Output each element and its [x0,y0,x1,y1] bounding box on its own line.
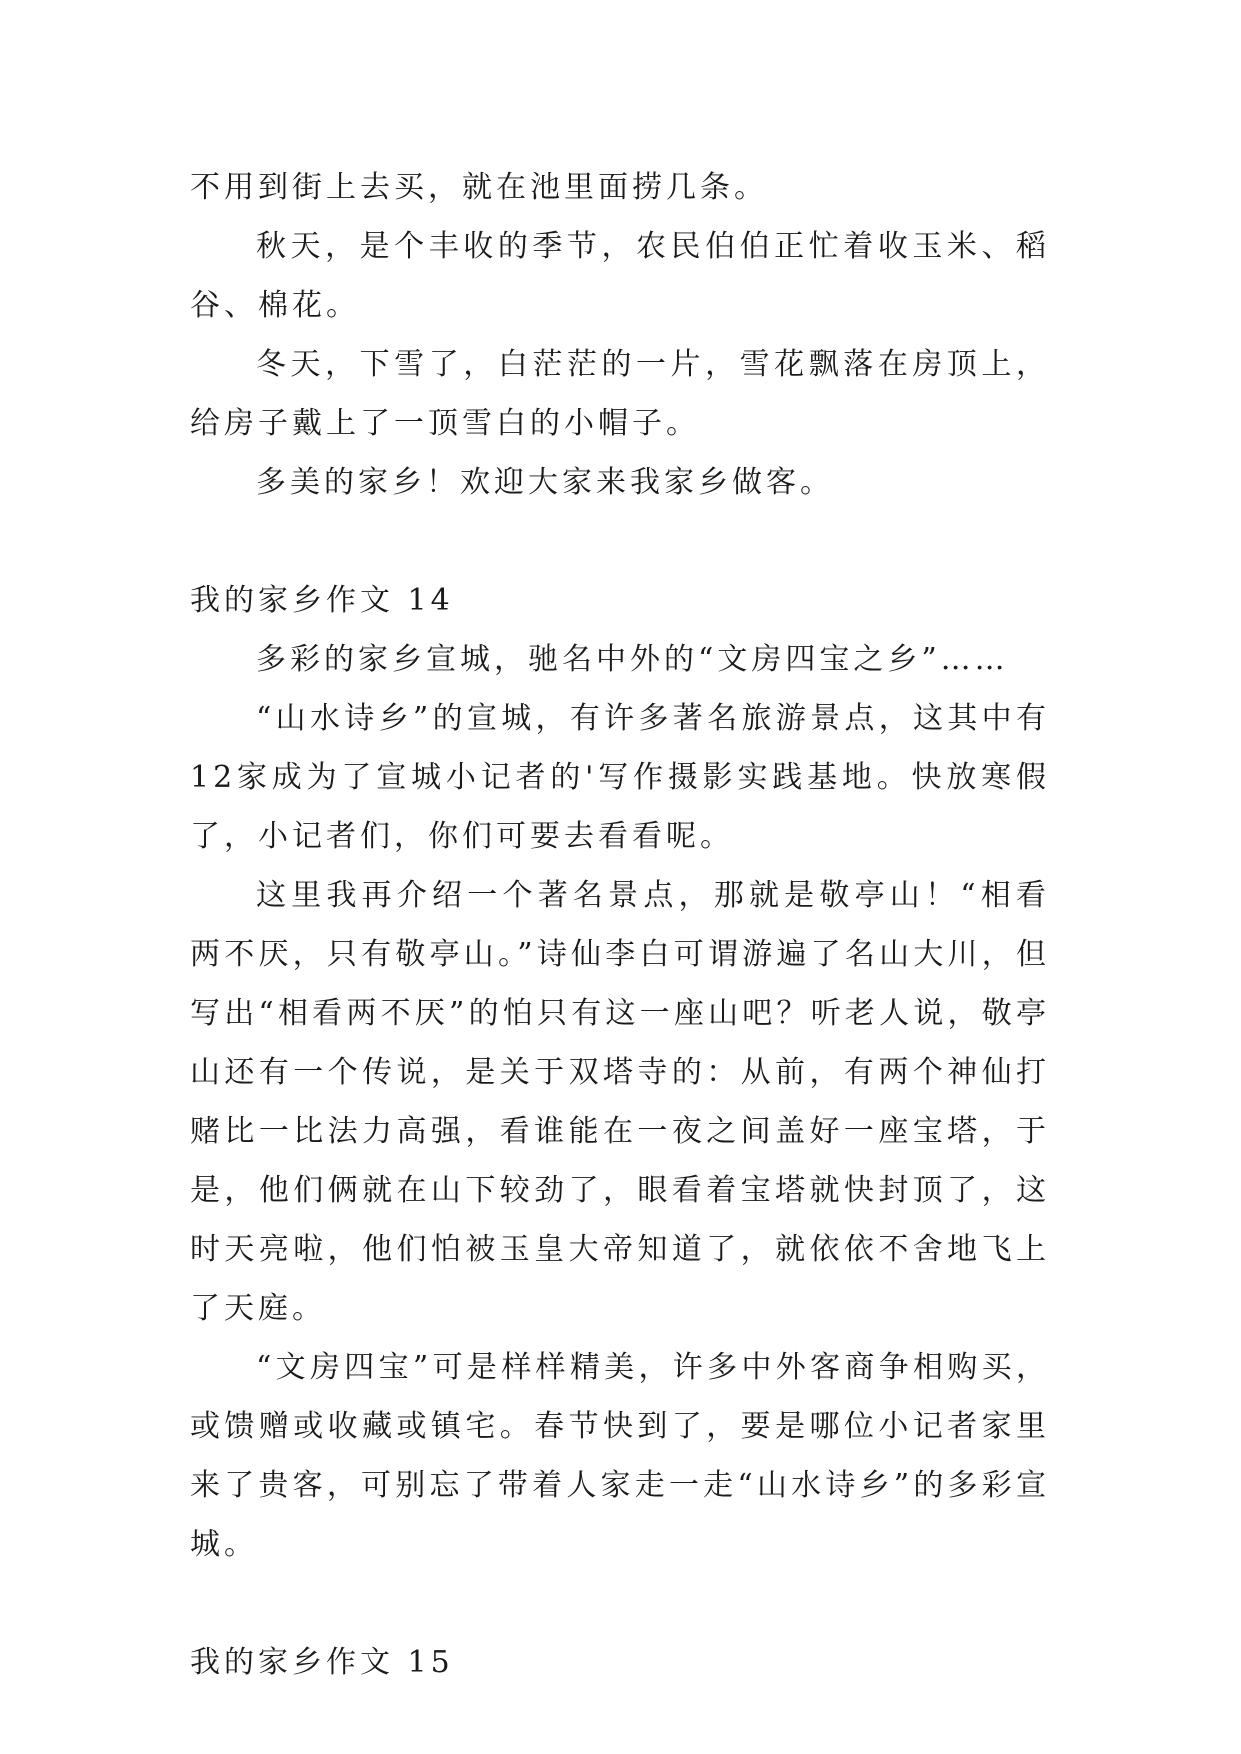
paragraph-continuation: 不用到街上去买，就在池里面捞几条。 [190,170,768,205]
paragraph-14-intro: 多彩的家乡宣城，驰名中外的“文房四宝之乡”…… [256,642,1009,677]
paragraph-14-scenic: “山水诗乡”的宣城，有许多著名旅游景点，这其中有12家成为了宣城小记者的'写作摄影实践基地。快放寒假了，小记者们，你们可要去看看呢。 [190,701,1050,854]
document-body [190,158,1050,1692]
paragraph-14-four-treasures: “文房四宝”可是样样精美，许多中外客商争相购买，或馈赠或收藏或镇宅。春节快到了，要是哪位小记者家里来了贵客，可别忘了带着人家走一走“山水诗乡”的多彩宣城。 [190,1350,1050,1562]
paragraph-14-jingting: 这里我再介绍一个著名景点，那就是敬亭山！“相看两不厌，只有敬亭山。”诗仙李白可谓游遍了名山大川，但写出“相看两不厌”的怕只有这一座山吧？听老人说，敬亭山还有一个传说，是关于双塔寺的：从前，有两个神仙打赌比一比法力高强，看谁能在一夜之间盖好一座宝塔，于是，他们俩就在山下较劲了，眼看着宝塔就快封顶了，这时天亮啦，他们怕被玉皇大帝知道了，就依依不舍地飞上了天庭。 [190,878,1050,1326]
paragraph-autumn: 秋天，是个丰收的季节，农民伯伯正忙着收玉米、稻谷、棉花。 [190,229,1050,323]
paragraph-closing: 多美的家乡！欢迎大家来我家乡做客。 [256,465,834,500]
section-heading-14: 我的家乡作文 14 [190,583,454,618]
section-heading-15: 我的家乡作文 15 [190,1645,454,1680]
paragraph-winter: 冬天，下雪了，白茫茫的一片，雪花飘落在房顶上，给房子戴上了一顶雪白的小帽子。 [190,347,1050,441]
